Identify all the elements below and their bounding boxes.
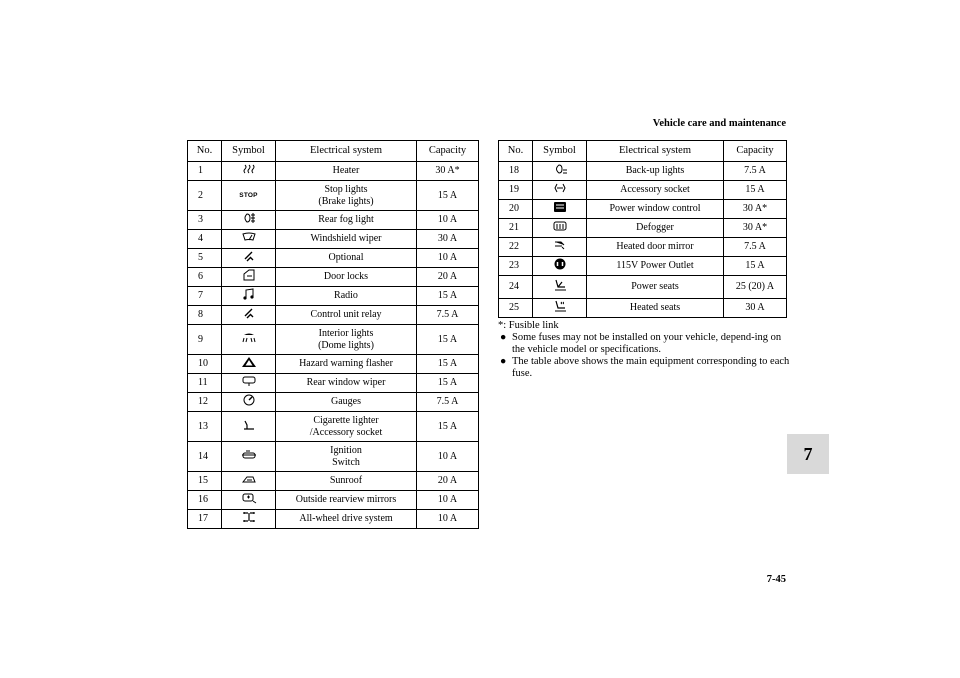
fuse-number: 18 <box>499 162 533 181</box>
symbol-cell <box>533 299 587 318</box>
symbol-cell <box>222 306 276 325</box>
electrical-system: Rear window wiper <box>276 374 417 393</box>
table-row <box>188 325 479 355</box>
table-row <box>499 219 787 238</box>
fuse-number: 3 <box>188 211 222 230</box>
capacity: 30 A* <box>417 162 479 181</box>
electrical-system: Accessory socket <box>587 181 724 200</box>
table-row <box>499 181 787 200</box>
electrical-system: Stop lights (Brake lights) <box>276 181 417 211</box>
capacity: 30 A <box>417 230 479 249</box>
table-row <box>188 374 479 393</box>
symbol-cell <box>222 393 276 412</box>
electrical-system: Ignition Switch <box>276 442 417 472</box>
table-row <box>188 412 479 442</box>
ignition-switch-icon <box>241 449 257 461</box>
electrical-system: Heated seats <box>587 299 724 318</box>
notes <box>498 320 790 380</box>
fuse-number: 15 <box>188 472 222 491</box>
electrical-system: Power window control <box>587 200 724 219</box>
chapter-tab: 7 <box>787 434 829 474</box>
table-row <box>188 268 479 287</box>
electrical-system: Power seats <box>587 276 724 299</box>
note-bullet <box>498 332 790 356</box>
control-unit-relay-icon <box>241 307 257 319</box>
outside-mirror-icon <box>241 492 257 504</box>
table-row <box>188 181 479 211</box>
interior-light-icon <box>241 332 257 344</box>
symbol-cell <box>533 162 587 181</box>
symbol-cell <box>222 211 276 230</box>
rear-wiper-icon <box>241 375 257 387</box>
fuse-number: 16 <box>188 491 222 510</box>
table-row <box>188 162 479 181</box>
table-row <box>499 162 787 181</box>
symbol-cell <box>533 257 587 276</box>
capacity: 10 A <box>417 442 479 472</box>
symbol-cell <box>222 249 276 268</box>
power-seat-icon <box>552 279 568 291</box>
symbol-cell <box>533 181 587 200</box>
symbol-cell <box>533 219 587 238</box>
cigarette-lighter-icon <box>241 419 257 431</box>
power-outlet-icon <box>552 258 568 270</box>
symbol-cell <box>222 412 276 442</box>
awd-icon <box>241 511 257 523</box>
capacity: 7.5 A <box>724 162 787 181</box>
fuse-table-2 <box>498 140 787 318</box>
fuse-number: 23 <box>499 257 533 276</box>
col-header-symbol: Symbol <box>222 141 276 162</box>
symbol-cell <box>533 200 587 219</box>
table-row <box>499 276 787 299</box>
table-row <box>188 306 479 325</box>
electrical-system: Sunroof <box>276 472 417 491</box>
fuse-number: 14 <box>188 442 222 472</box>
electrical-system: Windshield wiper <box>276 230 417 249</box>
fuse-number: 20 <box>499 200 533 219</box>
col-header-capacity: Capacity <box>417 141 479 162</box>
electrical-system: Radio <box>276 287 417 306</box>
symbol-cell <box>222 287 276 306</box>
electrical-system: Control unit relay <box>276 306 417 325</box>
fuse-number: 12 <box>188 393 222 412</box>
electrical-system: Hazard warning flasher <box>276 355 417 374</box>
capacity: 15 A <box>417 287 479 306</box>
note-text: Some fuses may not be installed on your vehicle, depend-ing on the vehicle model or specifications. <box>512 332 782 355</box>
capacity: 15 A <box>724 181 787 200</box>
capacity: 15 A <box>417 374 479 393</box>
symbol-cell <box>222 374 276 393</box>
table-row <box>188 249 479 268</box>
electrical-system: Cigarette lighter /Accessory socket <box>276 412 417 442</box>
hazard-warning-icon <box>241 356 257 368</box>
windshield-wiper-icon <box>241 231 257 243</box>
col-header-no: No. <box>188 141 222 162</box>
table-row <box>499 200 787 219</box>
col-header-symbol: Symbol <box>533 141 587 162</box>
stop-icon: STOP <box>239 192 258 200</box>
capacity: 30 A <box>724 299 787 318</box>
capacity: 25 (20) A <box>724 276 787 299</box>
electrical-system: Heated door mirror <box>587 238 724 257</box>
heated-seat-icon <box>552 300 568 312</box>
page-header: Vehicle care and maintenance <box>652 118 786 129</box>
heated-mirror-icon <box>552 239 568 251</box>
symbol-cell <box>222 491 276 510</box>
rear-fog-light-icon <box>241 212 257 224</box>
symbol-cell <box>533 276 587 299</box>
fuse-number: 6 <box>188 268 222 287</box>
col-header-system: Electrical system <box>276 141 417 162</box>
table-row <box>188 393 479 412</box>
symbol-cell <box>222 181 276 211</box>
capacity: 30 A* <box>724 219 787 238</box>
bullet-icon: ● <box>500 332 507 343</box>
capacity: 10 A <box>417 249 479 268</box>
capacity: 20 A <box>417 268 479 287</box>
fuse-number: 1 <box>188 162 222 181</box>
capacity: 7.5 A <box>417 393 479 412</box>
col-header-capacity: Capacity <box>724 141 787 162</box>
capacity: 15 A <box>417 355 479 374</box>
defogger-icon <box>552 220 568 232</box>
fuse-table-1 <box>187 140 479 529</box>
capacity: 15 A <box>417 181 479 211</box>
sunroof-icon <box>241 473 257 485</box>
fuse-number: 5 <box>188 249 222 268</box>
symbol-cell <box>222 355 276 374</box>
table-row <box>188 355 479 374</box>
fuse-number: 10 <box>188 355 222 374</box>
fuse-number: 8 <box>188 306 222 325</box>
symbol-cell <box>222 268 276 287</box>
table-row <box>188 472 479 491</box>
table-row <box>188 442 479 472</box>
fuse-number: 11 <box>188 374 222 393</box>
table-row <box>499 299 787 318</box>
table-row <box>188 491 479 510</box>
fuse-number: 25 <box>499 299 533 318</box>
symbol-cell <box>222 442 276 472</box>
gauges-icon <box>241 394 257 406</box>
fuse-number: 17 <box>188 510 222 529</box>
heater-icon <box>241 163 257 175</box>
bullet-icon: ● <box>500 356 507 367</box>
capacity: 10 A <box>417 211 479 230</box>
electrical-system: Heater <box>276 162 417 181</box>
optional-icon <box>241 250 257 262</box>
capacity: 30 A* <box>724 200 787 219</box>
symbol-cell <box>222 162 276 181</box>
symbol-cell <box>222 472 276 491</box>
capacity: 20 A <box>417 472 479 491</box>
note-bullet <box>498 356 790 380</box>
radio-icon <box>241 288 257 300</box>
fuse-number: 4 <box>188 230 222 249</box>
fuse-number: 7 <box>188 287 222 306</box>
capacity: 15 A <box>417 412 479 442</box>
fuse-number: 13 <box>188 412 222 442</box>
electrical-system: Rear fog light <box>276 211 417 230</box>
fuse-number: 22 <box>499 238 533 257</box>
col-header-system: Electrical system <box>587 141 724 162</box>
fuse-number: 9 <box>188 325 222 355</box>
power-window-icon <box>552 201 568 213</box>
back-up-light-icon <box>552 163 568 175</box>
symbol-cell <box>222 230 276 249</box>
table-row <box>188 211 479 230</box>
table-row <box>188 230 479 249</box>
fuse-number: 2 <box>188 181 222 211</box>
electrical-system: Optional <box>276 249 417 268</box>
fuse-number: 21 <box>499 219 533 238</box>
electrical-system: Outside rearview mirrors <box>276 491 417 510</box>
table-row <box>499 257 787 276</box>
fuse-number: 19 <box>499 181 533 200</box>
symbol-cell <box>222 325 276 355</box>
capacity: 7.5 A <box>724 238 787 257</box>
note-text: The table above shows the main equipment corresponding to each fuse. <box>512 356 790 379</box>
symbol-cell <box>222 510 276 529</box>
electrical-system: 115V Power Outlet <box>587 257 724 276</box>
capacity: 10 A <box>417 491 479 510</box>
capacity: 15 A <box>417 325 479 355</box>
capacity: 15 A <box>724 257 787 276</box>
electrical-system: Interior lights (Dome lights) <box>276 325 417 355</box>
table-row <box>188 287 479 306</box>
door-lock-icon <box>241 269 257 281</box>
electrical-system: Door locks <box>276 268 417 287</box>
electrical-system: All-wheel drive system <box>276 510 417 529</box>
capacity: 7.5 A <box>417 306 479 325</box>
col-header-no: No. <box>499 141 533 162</box>
page-number: 7-45 <box>766 574 786 585</box>
fuse-number: 24 <box>499 276 533 299</box>
footnote: *: Fusible link <box>498 320 559 331</box>
electrical-system: Back-up lights <box>587 162 724 181</box>
table-row <box>188 510 479 529</box>
capacity: 10 A <box>417 510 479 529</box>
table-row <box>499 238 787 257</box>
symbol-cell <box>533 238 587 257</box>
electrical-system: Gauges <box>276 393 417 412</box>
electrical-system: Defogger <box>587 219 724 238</box>
accessory-socket-icon <box>552 182 568 194</box>
